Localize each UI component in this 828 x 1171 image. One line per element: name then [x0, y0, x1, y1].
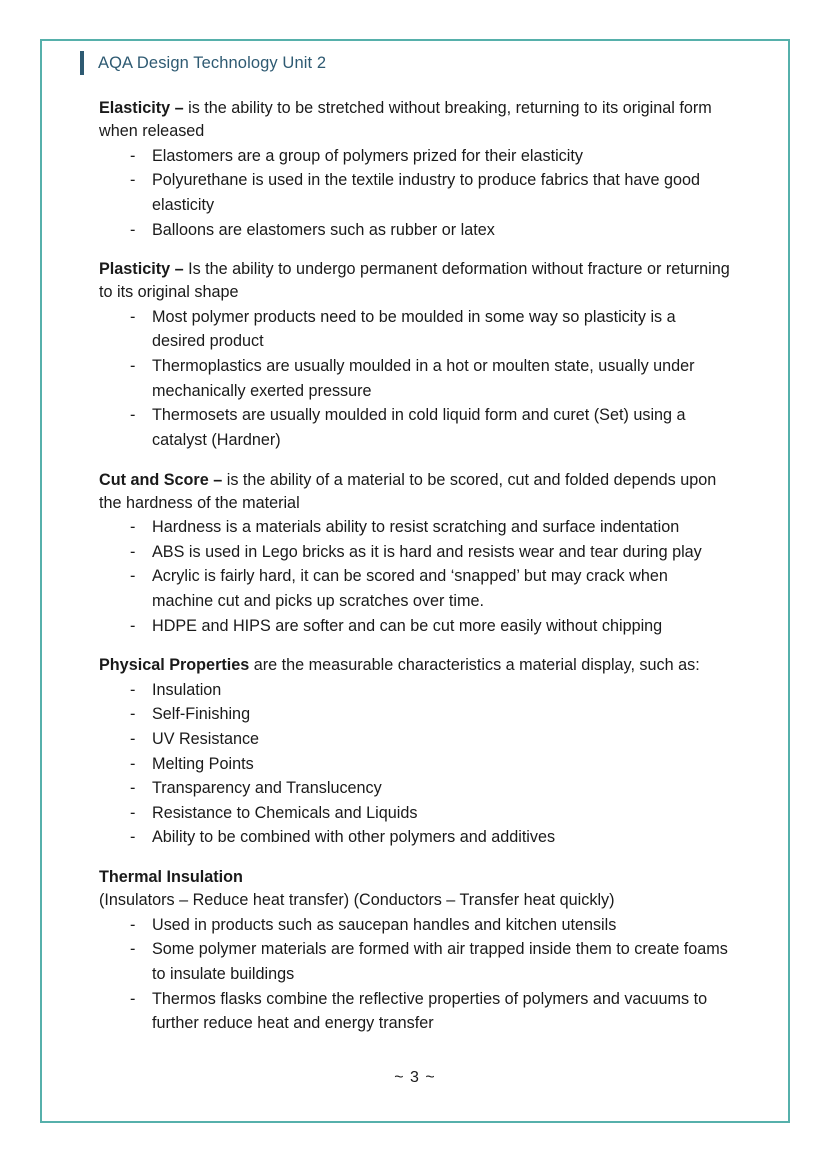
content-section	[99, 654, 731, 850]
section-intro-paragraph	[99, 654, 731, 677]
section-heading-text: is the ability to be stretched without breaking, returning to its original form when released	[99, 99, 712, 141]
list-item	[99, 801, 731, 826]
list-item-label: ABS is used in Lego bricks as it is hard and resists wear and tear during play	[152, 542, 702, 561]
list-item	[99, 218, 731, 243]
list-item	[99, 825, 731, 850]
dash-bullet-icon: -	[130, 828, 136, 847]
list-item	[99, 987, 731, 1036]
section-heading: Elasticity –	[99, 99, 184, 117]
list-item	[99, 776, 731, 801]
dash-bullet-icon: -	[130, 406, 136, 425]
dash-bullet-icon: -	[130, 754, 136, 773]
list-item-label: Melting Points	[152, 754, 254, 773]
dash-bullet-icon: -	[130, 705, 136, 724]
list-item-label: Most polymer products need to be moulded in some way so plasticity is a desired product	[152, 307, 676, 351]
list-item-label: Thermoplastics are usually moulded in a hot or moulten state, usually under mechanically exerted pressure	[152, 357, 695, 400]
dash-bullet-icon: -	[130, 307, 136, 326]
content-section	[99, 469, 731, 639]
dash-bullet-icon: -	[130, 803, 136, 822]
document-content	[99, 97, 731, 1052]
bullet-list	[99, 305, 731, 453]
dash-bullet-icon: -	[130, 220, 136, 239]
section-heading: Plasticity –	[99, 260, 184, 279]
dash-bullet-icon: -	[130, 518, 136, 537]
list-item-label: Self-Finishing	[152, 705, 251, 724]
list-item	[99, 614, 731, 639]
list-item-label: Thermos flasks combine the reflective properties of polymers and vacuums to further reduce heat and energy transfer	[152, 989, 708, 1033]
content-section	[99, 866, 731, 1036]
list-item	[99, 144, 731, 169]
dash-bullet-icon: -	[130, 567, 136, 586]
list-item-label: Insulation	[152, 680, 222, 699]
list-item	[99, 702, 731, 727]
list-item	[99, 354, 731, 403]
dash-bullet-icon: -	[130, 357, 136, 376]
dash-bullet-icon: -	[130, 680, 136, 699]
document-page-frame	[40, 39, 790, 1123]
content-section	[99, 97, 731, 242]
bullet-list	[99, 678, 731, 850]
list-item-label: HDPE and HIPS are softer and can be cut more easily without chipping	[152, 616, 663, 635]
document-header	[80, 49, 326, 77]
page-title: AQA Design Technology Unit 2	[98, 53, 327, 72]
list-item-label: Transparency and Translucency	[152, 779, 382, 798]
section-heading: Physical Properties	[99, 656, 250, 675]
dash-bullet-icon: -	[130, 542, 136, 561]
list-item-label: UV Resistance	[152, 729, 260, 748]
section-heading-text: Is the ability to undergo permanent deformation without fracture or returning to its original shape	[99, 260, 730, 302]
section-intro-paragraph	[99, 469, 731, 516]
list-item	[99, 403, 731, 452]
dash-bullet-icon: -	[130, 779, 136, 798]
section-intro-paragraph	[99, 258, 731, 305]
section-heading-text: are the measurable characteristics a material display, such as:	[249, 656, 700, 675]
list-item-label: Elastomers are a group of polymers prized for their elasticity	[152, 146, 583, 165]
section-heading: Thermal Insulation	[99, 868, 243, 887]
list-item-label: Thermosets are usually moulded in cold liquid form and curet (Set) using a catalyst (Hardner)	[152, 406, 686, 449]
list-item-label: Hardness is a materials ability to resist scratching and surface indentation	[152, 518, 680, 537]
list-item-label: Polyurethane is used in the textile industry to produce fabrics that have good elasticity	[152, 171, 701, 214]
list-item	[99, 564, 731, 613]
section-subheading: (Insulators – Reduce heat transfer) (Conductors – Transfer heat quickly)	[99, 891, 615, 910]
list-item	[99, 540, 731, 565]
list-item	[99, 678, 731, 703]
page-number-footer: ~ 3 ~	[394, 1069, 436, 1086]
dash-bullet-icon: -	[130, 171, 136, 190]
dash-bullet-icon: -	[130, 729, 136, 748]
list-item	[99, 752, 731, 777]
list-item-label: Used in products such as saucepan handles and kitchen utensils	[152, 915, 617, 934]
bullet-list	[99, 144, 731, 243]
list-item-label: Some polymer materials are formed with air trapped inside them to create foams to insulate buildings	[152, 940, 728, 983]
list-item	[99, 305, 731, 354]
bullet-list	[99, 913, 731, 1036]
list-item	[99, 913, 731, 938]
list-item-label: Resistance to Chemicals and Liquids	[152, 803, 418, 822]
header-accent-bar-icon	[80, 51, 84, 75]
list-item-label: Balloons are elastomers such as rubber or latex	[152, 220, 495, 239]
bullet-list	[99, 515, 731, 638]
dash-bullet-icon: -	[130, 915, 136, 934]
list-item	[99, 168, 731, 217]
list-item-label: Ability to be combined with other polymers and additives	[152, 828, 556, 847]
dash-bullet-icon: -	[130, 616, 136, 635]
section-intro-paragraph	[99, 97, 731, 144]
list-item	[99, 727, 731, 752]
content-section	[99, 258, 731, 452]
dash-bullet-icon: -	[130, 989, 136, 1008]
dash-bullet-icon: -	[130, 940, 136, 959]
list-item-label: Acrylic is fairly hard, it can be scored and ‘snapped’ but may crack when machine cut and picks up scratches over time.	[152, 567, 668, 611]
dash-bullet-icon: -	[130, 146, 136, 165]
section-heading: Cut and Score –	[99, 470, 223, 489]
list-item	[99, 515, 731, 540]
list-item	[99, 937, 731, 986]
section-heading-text: is the ability of a material to be scored, cut and folded depends upon the hardness of the material	[99, 470, 717, 512]
